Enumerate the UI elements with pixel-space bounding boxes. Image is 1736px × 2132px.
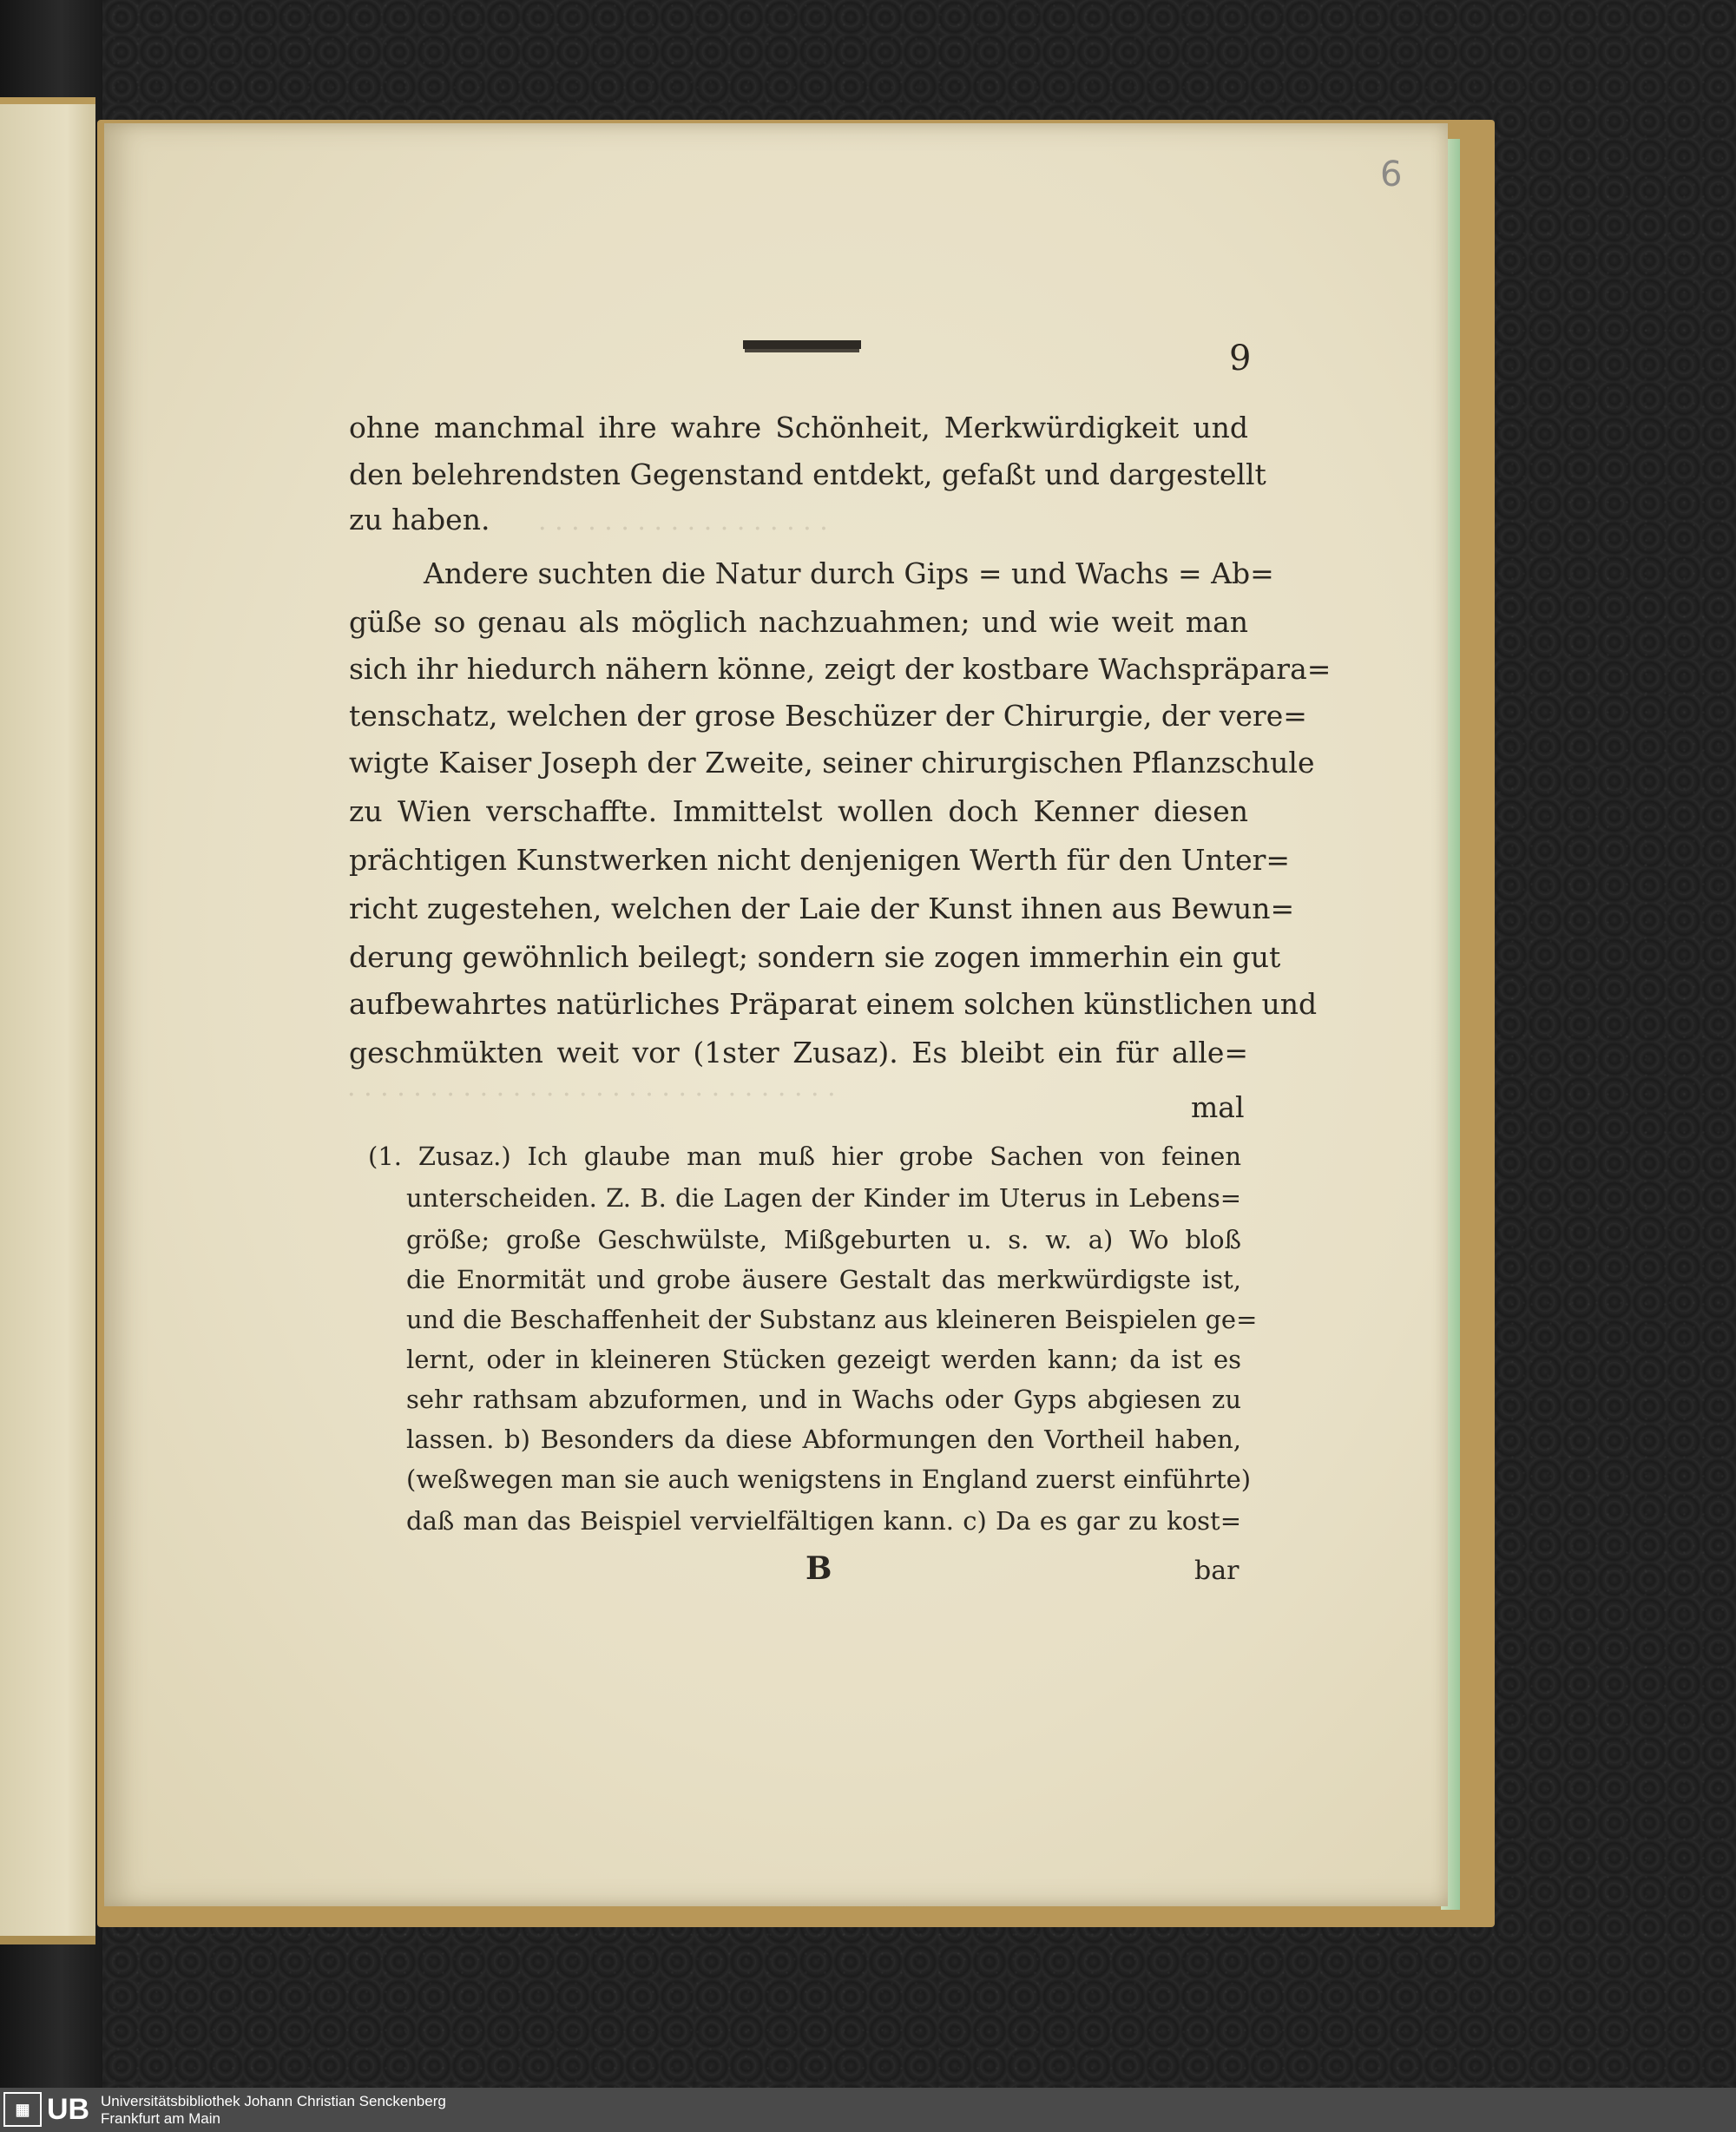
show-through-text: · · · · · · · · · · · · · · · · · · xyxy=(538,514,828,544)
institution-city: Frankfurt am Main xyxy=(101,2110,220,2127)
catchword: mal xyxy=(1191,1090,1245,1124)
logo-text: UB xyxy=(47,2092,90,2126)
footnote-line: (1. Zusaz.) Ich glaube man muß hier grobe Sachen von feinen xyxy=(368,1142,1241,1171)
header-rule xyxy=(743,340,861,349)
body-line: aufbewahrtes natürliches Präparat einem solchen künstlichen und xyxy=(349,987,1318,1021)
signature-mark: B xyxy=(806,1550,832,1587)
pencil-page-mark: 6 xyxy=(1380,155,1403,194)
footnote-line: (weßwegen man sie auch wenigstens in England zuerst einführte) xyxy=(406,1464,1252,1494)
verso-page-edge xyxy=(0,97,95,1944)
body-line: Andere suchten die Natur durch Gips = und Wachs = Ab= xyxy=(424,556,1274,590)
footnote-line: die Enormität und grobe äusere Gestalt das merkwürdigste ist, xyxy=(406,1265,1241,1294)
body-line: zu Wien verschaffte. Immittelst wollen doch Kenner diesen xyxy=(349,794,1248,828)
footnote-line: sehr rathsam abzuformen, und in Wachs oder Gyps abgiesen zu xyxy=(406,1385,1241,1414)
body-line: derung gewöhnlich beilegt; sondern sie zogen immerhin ein gut xyxy=(349,940,1281,974)
body-line: ohne manchmal ihre wahre Schönheit, Merkwürdigkeit und xyxy=(349,411,1248,444)
library-logo-icon: ▦ xyxy=(3,2092,42,2127)
footnote-line: daß man das Beispiel vervielfältigen kann. c) Da es gar zu kost= xyxy=(406,1506,1241,1536)
body-line: richt zugestehen, welchen der Laie der Kunst ihnen aus Bewun= xyxy=(349,892,1295,925)
page-number: 9 xyxy=(1229,339,1252,378)
body-line: den belehrendsten Gegenstand entdekt, gefaßt und dargestellt xyxy=(349,457,1266,491)
body-line: güße so genau als möglich nachzuahmen; und wie weit man xyxy=(349,605,1248,639)
footnote-line: und die Beschaffenheit der Substanz aus kleineren Beispielen ge= xyxy=(406,1305,1258,1334)
body-line: sich ihr hiedurch nähern könne, zeigt der kostbare Wachspräpara= xyxy=(349,652,1332,686)
institution-credit xyxy=(101,2093,446,2128)
show-through-text: · · · · · · · · · · · · · · · · · · · · · · · · · · · · · · xyxy=(347,1080,836,1110)
footnote-line: größe; große Geschwülste, Mißgeburten u. s. w. a) Wo bloß xyxy=(406,1225,1241,1254)
body-line: geschmükten weit vor (1ster Zusaz). Es bleibt ein für alle= xyxy=(349,1036,1248,1069)
body-line: zu haben. xyxy=(349,503,490,536)
footnote-line: unterscheiden. Z. B. die Lagen der Kinder im Uterus in Lebens= xyxy=(406,1183,1241,1213)
body-line: prächtigen Kunstwerken nicht denjenigen Werth für den Unter= xyxy=(349,843,1291,877)
ub-logo xyxy=(3,2092,89,2127)
institution-name: Universitätsbibliothek Johann Christian Senckenberg xyxy=(101,2093,446,2109)
footnote-line: lernt, oder in kleineren Stücken gezeigt werden kann; da ist es xyxy=(406,1345,1241,1374)
footnote-catchword: bar xyxy=(1194,1556,1240,1586)
body-line: tenschatz, welchen der grose Beschüzer der Chirurgie, der vere= xyxy=(349,699,1307,733)
footnote-line: lassen. b) Besonders da diese Abformungen den Vortheil haben, xyxy=(406,1425,1241,1454)
body-line: wigte Kaiser Joseph der Zweite, seiner chirurgischen Pflanzschule xyxy=(349,746,1315,780)
